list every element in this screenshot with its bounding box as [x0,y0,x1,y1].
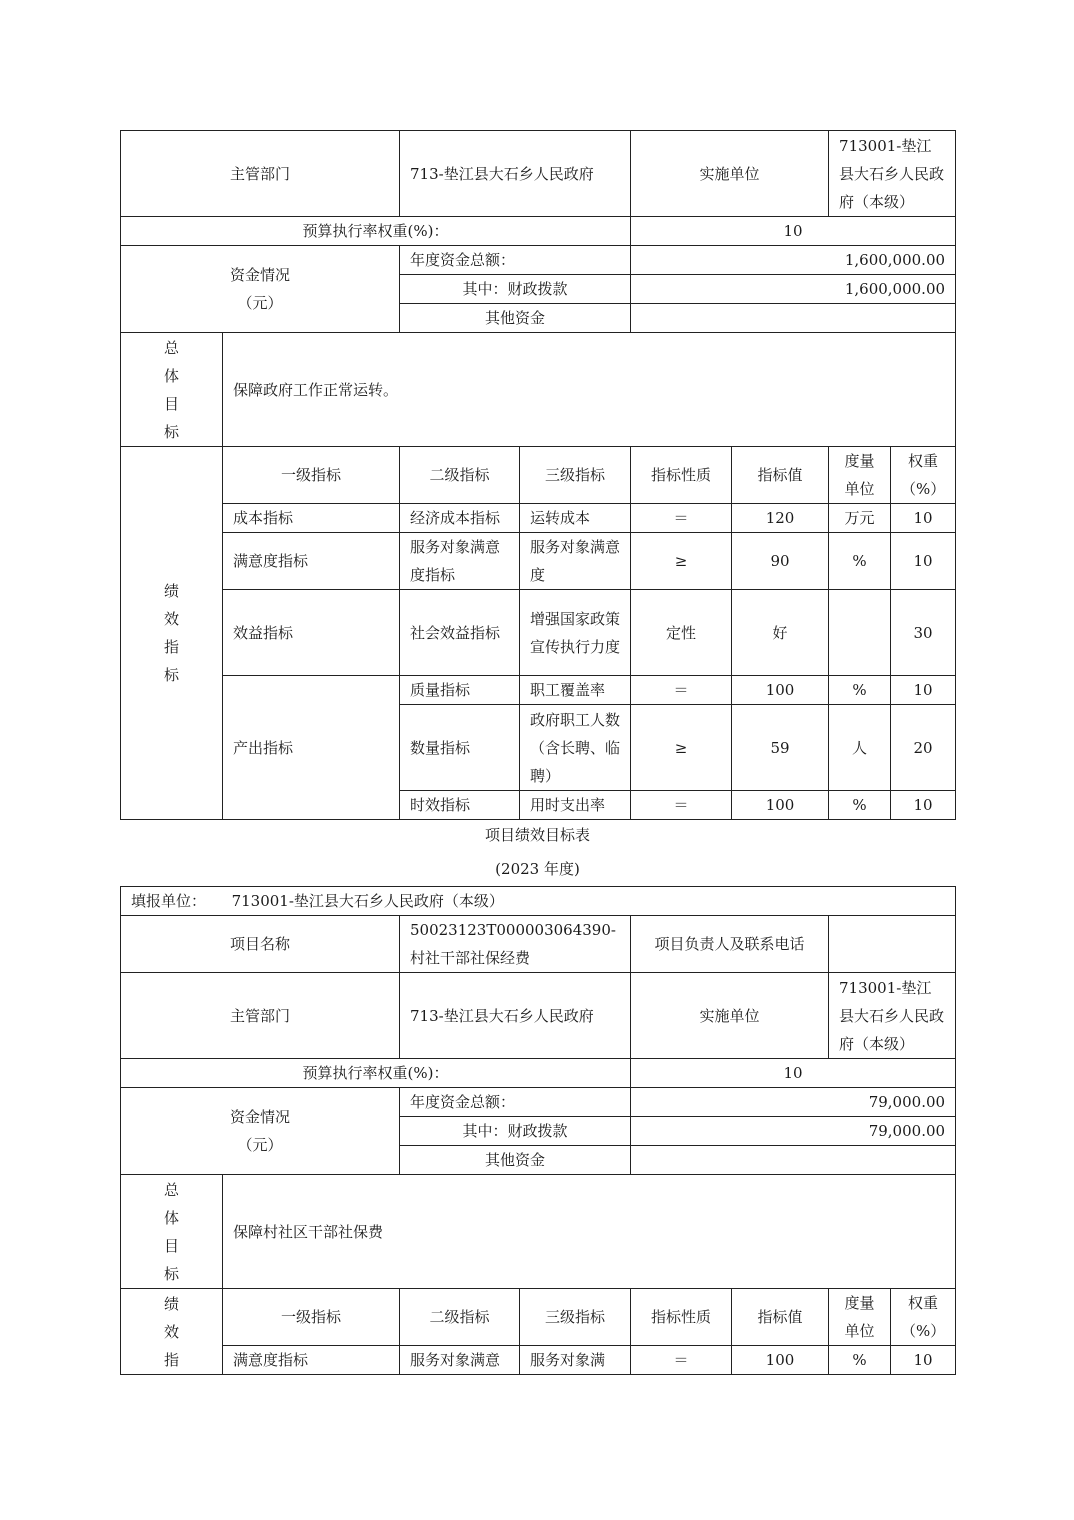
row-level1: 满意度指标 [223,533,400,590]
contact-label: 项目负责人及联系电话 [631,916,829,973]
row-weight: 10 [891,676,956,705]
funds-label-line1: 资金情况 [230,266,291,284]
row-level3: 用时支出率 [520,791,631,820]
row-level1: 产出指标 [223,676,400,820]
row-nature: 定性 [631,590,732,676]
filler-label: 填报单位： [131,892,207,910]
goal-char: 总 [163,338,179,357]
fiscal-value: 1,600,000.00 [631,275,956,304]
row-unit: % [829,533,891,590]
row-level1: 成本指标 [223,504,400,533]
annual-total-label: 年度资金总额： [400,246,631,275]
project-name-label: 项目名称 [121,916,400,973]
contact-value [829,916,956,973]
budget-weight-label: 预算执行率权重(%)： [121,1059,631,1088]
header-unit: 度量单位 [829,447,891,504]
goal-char: 总 [163,1180,179,1199]
perf-char: 标 [163,666,179,684]
row-level2: 时效指标 [400,791,520,820]
perf-char: 效 [163,610,179,628]
goal-char: 目 [163,394,179,413]
goal-char: 目 [163,1236,179,1255]
row-level3: 增强国家政策宣传执行力度 [520,590,631,676]
impl-label: 实施单位 [631,131,829,217]
fiscal-value: 79,000.00 [631,1117,956,1146]
dept-value: 713-垫江县大石乡人民政府 [400,131,631,217]
row-value: 120 [732,504,829,533]
section-year: (2023 年度) [495,860,580,878]
other-funds-value [631,1146,956,1175]
row-value: 100 [732,676,829,705]
row-value: 100 [732,791,829,820]
row-level3: 服务对象满 [520,1346,631,1375]
table-row [121,676,956,705]
project-name-value: 50023123T000003064390-村社干部社保经费 [400,916,631,973]
row-level2: 服务对象满意度指标 [400,533,520,590]
perf-char: 绩 [163,582,179,600]
row-weight: 30 [891,590,956,676]
row-weight: 10 [891,533,956,590]
row-level2: 数量指标 [400,705,520,791]
row-level1: 满意度指标 [223,1346,400,1375]
header-value: 指标值 [732,1289,829,1346]
dept-label: 主管部门 [121,131,400,217]
funds-label [121,246,400,333]
goal-char: 体 [163,366,179,385]
table-row [121,504,956,533]
impl-value: 713001-垫江县大石乡人民政府（本级） [829,973,956,1059]
row-value: 59 [732,705,829,791]
header-value: 指标值 [732,447,829,504]
row-nature: ＝ [631,1346,732,1375]
row-nature: ＝ [631,676,732,705]
other-funds-label: 其他资金 [400,1146,631,1175]
row-level2: 服务对象满意 [400,1346,520,1375]
header-level2: 二级指标 [400,447,520,504]
impl-value: 713001-垫江县大石乡人民政府（本级） [829,131,956,217]
header-nature: 指标性质 [631,1289,732,1346]
section-title: 项目绩效目标表 [484,826,590,844]
row-unit: 万元 [829,504,891,533]
row-value: 100 [732,1346,829,1375]
row-level2: 社会效益指标 [400,590,520,676]
table-row [121,533,956,590]
row-level2: 经济成本指标 [400,504,520,533]
overall-goal-text: 保障政府工作正常运转。 [223,333,956,447]
overall-goal-text: 保障村社区干部社保费 [223,1175,956,1289]
row-weight: 20 [891,705,956,791]
row-unit: % [829,676,891,705]
filler-row [121,887,956,916]
perf-char: 指 [163,1350,179,1369]
row-weight: 10 [891,1346,956,1375]
row-value: 90 [732,533,829,590]
fiscal-label: 其中：财政拨款 [400,275,631,304]
row-level2: 质量指标 [400,676,520,705]
annual-total-value: 79,000.00 [631,1088,956,1117]
perf-char: 效 [163,1322,179,1341]
budget-weight-value: 10 [631,217,956,246]
annual-total-value: 1,600,000.00 [631,246,956,275]
perf-indicator-label [121,1289,223,1375]
annual-total-label: 年度资金总额： [400,1088,631,1117]
perf-char: 指 [163,638,179,656]
row-value: 好 [732,590,829,676]
row-nature: ≥ [631,533,732,590]
goal-char: 标 [163,422,179,441]
row-unit: 人 [829,705,891,791]
overall-goal-label [121,333,223,447]
overall-goal-label [121,1175,223,1289]
header-nature: 指标性质 [631,447,732,504]
perf-indicator-label [121,447,223,820]
other-funds-label: 其他资金 [400,304,631,333]
row-level3: 服务对象满意度 [520,533,631,590]
header-level2: 二级指标 [400,1289,520,1346]
budget-weight-label: 预算执行率权重(%)： [121,217,631,246]
row-weight: 10 [891,504,956,533]
perf-char: 绩 [163,1294,179,1313]
row-level1: 效益指标 [223,590,400,676]
row-unit: % [829,791,891,820]
row-nature: ＝ [631,791,732,820]
funds-label [121,1088,400,1175]
other-funds-value [631,304,956,333]
funds-label-line1: 资金情况 [229,1108,290,1126]
table-row [121,1346,956,1375]
row-level3: 运转成本 [520,504,631,533]
header-level3: 三级指标 [520,447,631,504]
header-unit: 度量单位 [829,1289,891,1346]
dept-value: 713-垫江县大石乡人民政府 [400,973,631,1059]
row-weight: 10 [891,791,956,820]
row-nature: ≥ [631,705,732,791]
dept-label: 主管部门 [121,973,400,1059]
funds-label-line2: （元） [237,1136,283,1154]
fiscal-label: 其中：财政拨款 [400,1117,631,1146]
header-weight: 权重（%） [891,447,956,504]
funds-label-line2: （元） [237,294,283,312]
row-unit: % [829,1346,891,1375]
performance-table-2 [120,886,956,1375]
header-weight: 权重（%） [891,1289,956,1346]
header-level1: 一级指标 [223,1289,400,1346]
impl-label: 实施单位 [631,973,829,1059]
row-nature: ＝ [631,504,732,533]
filler-value: 713001-垫江县大石乡人民政府（本级） [231,892,504,910]
row-level3: 职工覆盖率 [520,676,631,705]
goal-char: 体 [163,1208,179,1227]
goal-char: 标 [163,1264,179,1283]
row-unit [829,590,891,676]
header-level3: 三级指标 [520,1289,631,1346]
budget-weight-value: 10 [631,1059,956,1088]
row-level3: 政府职工人数（含长聘、临聘） [520,705,631,791]
performance-table-1 [120,130,956,820]
header-level1: 一级指标 [223,447,400,504]
table-row [121,590,956,676]
